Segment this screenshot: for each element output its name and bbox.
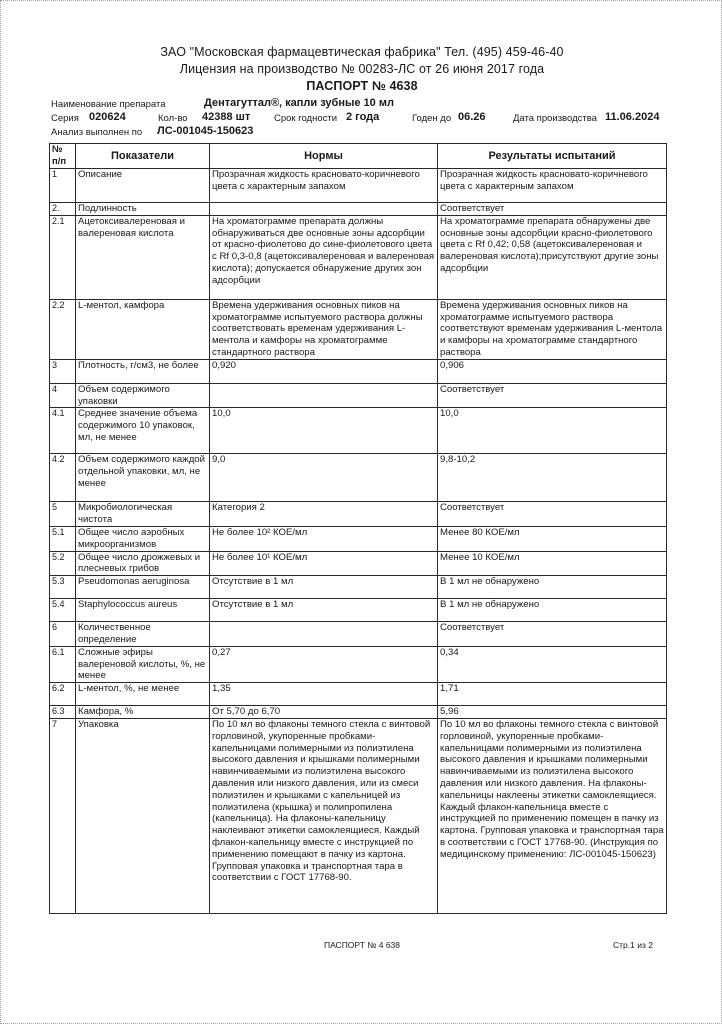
row-result: Соответствует bbox=[438, 203, 667, 216]
row-norm: На хроматограмме препарата должны обнаруживаться две основные зоны адсорбции от красно-фиолетово до сине-фиолетового цвета с Rf 0,3-0,8 (ацетоксивалереновая и валереновая кислота); допускается обнаружение других зон адсорбции bbox=[210, 215, 438, 299]
row-result: 0,34 bbox=[438, 646, 667, 682]
row-indicator: Pseudomonas aeruginosa bbox=[76, 576, 210, 599]
row-norm: Категория 2 bbox=[210, 502, 438, 527]
shelf-life-value: 2 года bbox=[346, 111, 380, 123]
table-row bbox=[50, 299, 667, 359]
row-indicator: Staphylococcus aureus bbox=[76, 599, 210, 622]
row-norm: Прозрачная жидкость красновато-коричневого цвета с характерным запахом bbox=[210, 169, 438, 203]
row-number: 7 bbox=[50, 718, 76, 913]
row-number: 2.1 bbox=[50, 215, 76, 299]
row-indicator: Среднее значение объема содержимого 10 упаковок, мл, не менее bbox=[76, 408, 210, 454]
table-row bbox=[50, 526, 667, 551]
header-results: Результаты испытаний bbox=[438, 144, 667, 169]
company-header: ЗАО "Московская фармацевтическая фабрика" Тел. (495) 459-46-40 bbox=[160, 45, 564, 59]
row-norm: 1,35 bbox=[210, 683, 438, 706]
row-result: В 1 мл не обнаружено bbox=[438, 576, 667, 599]
footer-page-number: Стр.1 из 2 bbox=[613, 940, 653, 950]
shelf-life-label: Срок годности bbox=[274, 113, 338, 124]
row-result: По 10 мл во флаконы темного стекла с винтовой горловиной, укупоренные пробками-капельницами полимерными из полиэтилена высокого давления и крышками полимерными навинчиваемыми из полиэтилена высокого давления или низкого давления. На флаконы-капельницы наклеены этикетки самоклеящиеся. Каждый флакон-капельница вместе с инструкцией по применению помещен в пачку из картона. Групповая упаковка и транспортная тара в соответствии с ГОСТ 17768-90. (Инструкция по медицинскому применению: ЛС-001045-150623) bbox=[438, 718, 667, 913]
row-norm: Времена удерживания основных пиков на хроматограмме испытуемого раствора должны соответствовать временам удерживания L-ментола и камфоры на хроматограмме стандартного раствора bbox=[210, 299, 438, 359]
row-result: На хроматограмме препарата обнаружены две основные зоны адсорбции красно-фиолетового цвета с Rf 0,42; 0,58 (ацетоксивалереновая и валереновая кислота);присутствуют другие зоны адсорбции bbox=[438, 215, 667, 299]
table-body bbox=[50, 169, 667, 914]
row-number: 5.1 bbox=[50, 526, 76, 551]
table-row bbox=[50, 383, 667, 408]
row-indicator: Упаковка bbox=[76, 718, 210, 913]
header-indicator: Показатели bbox=[76, 144, 210, 169]
production-date-value: 11.06.2024 bbox=[605, 111, 660, 123]
row-number: 2. bbox=[50, 203, 76, 216]
table-row bbox=[50, 215, 667, 299]
table-row bbox=[50, 622, 667, 647]
table-row bbox=[50, 646, 667, 682]
row-norm: Не более 10² КОЕ/мл bbox=[210, 526, 438, 551]
analysis-label: Анализ выполнен по bbox=[51, 127, 143, 138]
row-norm: 0,27 bbox=[210, 646, 438, 682]
test-results-table bbox=[49, 143, 667, 914]
production-date-label: Дата производства bbox=[513, 113, 597, 124]
row-indicator: Сложные эфиры валереновой кислоты, %, не менее bbox=[76, 646, 210, 682]
row-indicator: L-ментол, камфора bbox=[76, 299, 210, 359]
table-row bbox=[50, 359, 667, 383]
row-number: 5.2 bbox=[50, 551, 76, 576]
row-norm: По 10 мл во флаконы темного стекла с винтовой горловиной, укупоренные пробками-капельницами полимерными из полиэтилена высокого давления и крышками полимерными навинчиваемыми из полиэтилена высокого давления или низкого давления, или из смеси полиэтилен и крышками с капельницей из полиэтилена (крышка) и полипропилена (капельница). На флаконы-капельницу наклеивают этикетки самоклеящиеся. Каждый флакон-капельницу вместе с инструкцией по применению помещают в пачку из картона. Групповая упаковка и транспортная тара в соответствии с ГОСТ 17768-90. bbox=[210, 718, 438, 913]
series-value: 020624 bbox=[89, 111, 126, 123]
valid-until-value: 06.26 bbox=[458, 111, 486, 123]
row-number: 5.4 bbox=[50, 599, 76, 622]
row-number: 6.3 bbox=[50, 706, 76, 719]
row-number: 6.1 bbox=[50, 646, 76, 682]
row-norm: Отсутствие в 1 мл bbox=[210, 599, 438, 622]
table-row bbox=[50, 706, 667, 719]
row-indicator: Количественное определение bbox=[76, 622, 210, 647]
row-number: 5.3 bbox=[50, 576, 76, 599]
row-result: Соответствует bbox=[438, 622, 667, 647]
analysis-value: ЛС-001045-150623 bbox=[157, 125, 254, 137]
quantity-label: Кол-во bbox=[158, 113, 188, 124]
row-indicator: Общее число аэробных микроорганизмов bbox=[76, 526, 210, 551]
table-row bbox=[50, 203, 667, 216]
row-indicator: Описание bbox=[76, 169, 210, 203]
row-number: 4.2 bbox=[50, 454, 76, 502]
table-row bbox=[50, 551, 667, 576]
row-number: 1 bbox=[50, 169, 76, 203]
table-row bbox=[50, 169, 667, 203]
row-indicator: L-ментол, %, не менее bbox=[76, 683, 210, 706]
table-row bbox=[50, 683, 667, 706]
table-header-row bbox=[50, 144, 667, 169]
row-number: 4.1 bbox=[50, 408, 76, 454]
row-result: Соответствует bbox=[438, 383, 667, 408]
row-number: 6 bbox=[50, 622, 76, 647]
row-indicator: Микробиологическая чистота bbox=[76, 502, 210, 527]
row-result: Соответствует bbox=[438, 502, 667, 527]
row-indicator: Камфора, % bbox=[76, 706, 210, 719]
quantity-value: 42388 шт bbox=[202, 111, 251, 123]
row-indicator: Общее число дрожжевых и плесневых грибов bbox=[76, 551, 210, 576]
row-number: 6.2 bbox=[50, 683, 76, 706]
row-indicator: Объем содержимого упаковки bbox=[76, 383, 210, 408]
row-norm: Не более 10¹ КОЕ/мл bbox=[210, 551, 438, 576]
table-row bbox=[50, 718, 667, 913]
row-number: 3 bbox=[50, 359, 76, 383]
row-number: 4 bbox=[50, 383, 76, 408]
row-result: 1,71 bbox=[438, 683, 667, 706]
row-result: 0,906 bbox=[438, 359, 667, 383]
series-label: Серия bbox=[51, 113, 79, 124]
row-norm bbox=[210, 622, 438, 647]
row-result: Менее 80 КОЕ/мл bbox=[438, 526, 667, 551]
row-number: 5 bbox=[50, 502, 76, 527]
row-norm: 10,0 bbox=[210, 408, 438, 454]
table-row bbox=[50, 502, 667, 527]
row-result: 9,8-10,2 bbox=[438, 454, 667, 502]
row-norm: От 5,70 до 6,70 bbox=[210, 706, 438, 719]
row-result: В 1 мл не обнаружено bbox=[438, 599, 667, 622]
row-result: Прозрачная жидкость красновато-коричневого цвета с характерным запахом bbox=[438, 169, 667, 203]
table-row bbox=[50, 599, 667, 622]
row-indicator: Подлинность bbox=[76, 203, 210, 216]
row-norm bbox=[210, 383, 438, 408]
row-result: 10,0 bbox=[438, 408, 667, 454]
header-number: № п/п bbox=[50, 144, 76, 169]
valid-until-label: Годен до bbox=[412, 113, 452, 124]
row-number: 2.2 bbox=[50, 299, 76, 359]
row-norm: 9,0 bbox=[210, 454, 438, 502]
table-row bbox=[50, 408, 667, 454]
row-indicator: Ацетоксивалереновая и валереновая кислота bbox=[76, 215, 210, 299]
row-result: Времена удерживания основных пиков на хроматограмме испытуемого раствора соответствуют временам удерживания L-ментола и камфоры на хроматограмме стандартного раствора bbox=[438, 299, 667, 359]
drug-name-value: Дентагуттал®, капли зубные 10 мл bbox=[204, 97, 394, 109]
passport-title: ПАСПОРТ № 4638 bbox=[306, 79, 418, 93]
row-result: Менее 10 КОЕ/мл bbox=[438, 551, 667, 576]
footer-passport: ПАСПОРТ № 4 638 bbox=[323, 940, 401, 950]
row-norm: 0,920 bbox=[210, 359, 438, 383]
row-indicator: Объем содержимого каждой отдельной упаковки, мл, не менее bbox=[76, 454, 210, 502]
row-norm: Отсутствие в 1 мл bbox=[210, 576, 438, 599]
row-norm bbox=[210, 203, 438, 216]
license-line: Лицензия на производство № 00283-ЛС от 26 июня 2017 года bbox=[179, 62, 545, 76]
drug-name-label: Наименование препарата bbox=[51, 99, 166, 110]
table-row bbox=[50, 576, 667, 599]
row-indicator: Плотность, г/см3, не более bbox=[76, 359, 210, 383]
row-result: 5,96 bbox=[438, 706, 667, 719]
header-norms: Нормы bbox=[210, 144, 438, 169]
table-row bbox=[50, 454, 667, 502]
